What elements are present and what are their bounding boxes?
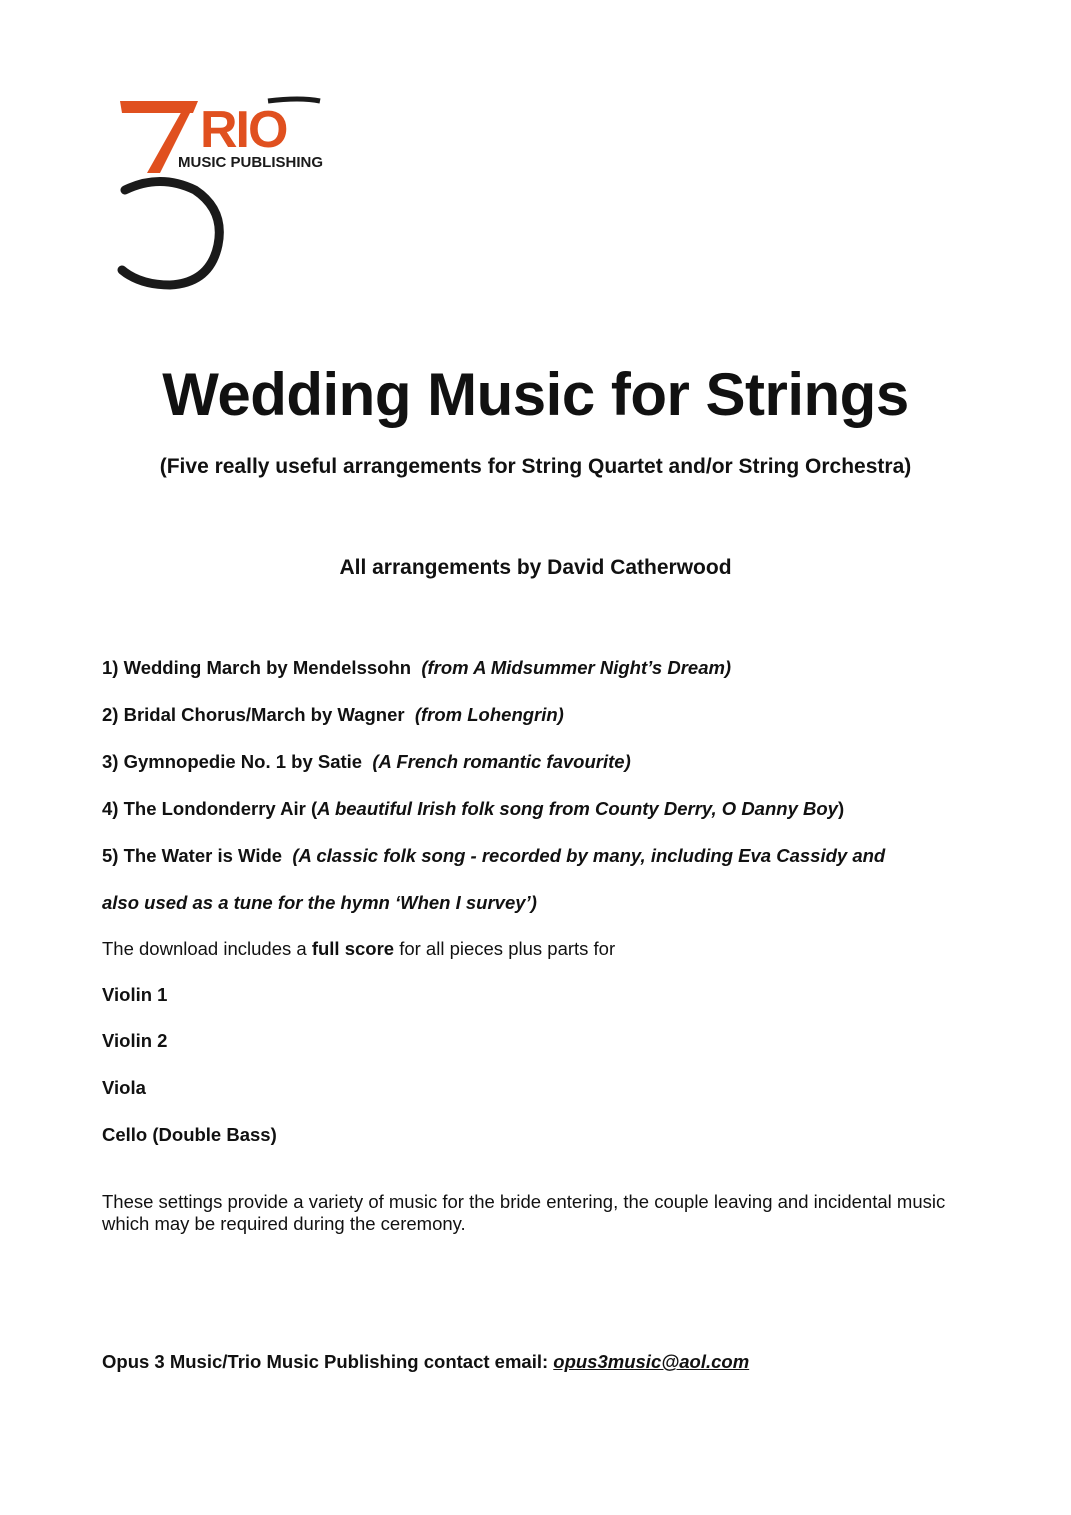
piece-title: 4) The Londonderry Air ( <box>102 798 318 819</box>
piece-note: A beautiful Irish folk song from County Derry, O Danny Boy <box>317 798 838 819</box>
list-item <box>102 845 885 867</box>
download-text <box>102 938 615 960</box>
footer-label: Opus 3 Music/Trio Music Publishing contact email: <box>102 1351 554 1372</box>
subtitle: (Five really useful arrangements for String Quartet and/or String Orchestra) <box>159 455 912 478</box>
part-item: Violin 2 <box>102 1030 168 1051</box>
part-item: Violin 1 <box>102 984 168 1005</box>
list-item <box>102 704 564 726</box>
list-item <box>102 751 631 773</box>
part-item: Cello (Double Bass) <box>102 1124 277 1145</box>
piece-title: 5) The Water is Wide <box>102 845 283 866</box>
download-pre: The download includes a <box>102 938 312 959</box>
footer <box>102 1351 749 1373</box>
list-item <box>102 798 844 820</box>
logo-tagline: MUSIC PUBLISHING <box>178 154 324 171</box>
list-item-continuation <box>102 892 537 914</box>
page-title: Wedding Music for Strings <box>162 361 909 428</box>
contact-email-link[interactable]: opus3music@aol.com <box>553 1351 750 1372</box>
piece-title: 2) Bridal Chorus/March by Wagner <box>102 704 405 725</box>
piece-title: 3) Gymnopedie No. 1 by Satie <box>102 751 363 772</box>
piece-note: (A classic folk song - recorded by many, including Eva Cassidy and <box>292 845 886 866</box>
piece-note: (from A Midsummer Night’s Dream) <box>421 657 732 678</box>
piece-note: (A French romantic favourite) <box>372 751 631 772</box>
publisher-logo <box>100 95 340 320</box>
logo-swoosh-shape <box>268 99 320 101</box>
piece-note-close: ) <box>837 798 845 819</box>
download-bold: full score <box>311 938 395 959</box>
description: These settings provide a variety of music for the bride entering, the couple leaving and incidental music which may be required during the ceremony. <box>102 1191 946 1234</box>
logo-numeral-shape <box>122 182 219 286</box>
byline: All arrangements by David Catherwood <box>339 556 732 579</box>
piece-note-continuation: also used as a tune for the hymn ‘When I survey’) <box>102 892 537 913</box>
piece-title: 1) Wedding March by Mendelssohn <box>102 657 412 678</box>
logo-graphic <box>100 95 340 320</box>
part-item: Viola <box>102 1077 146 1098</box>
list-item <box>102 657 731 679</box>
logo-word: RIO <box>200 101 287 159</box>
download-post: for all pieces plus parts for <box>394 938 616 959</box>
piece-note: (from Lohengrin) <box>414 704 564 725</box>
